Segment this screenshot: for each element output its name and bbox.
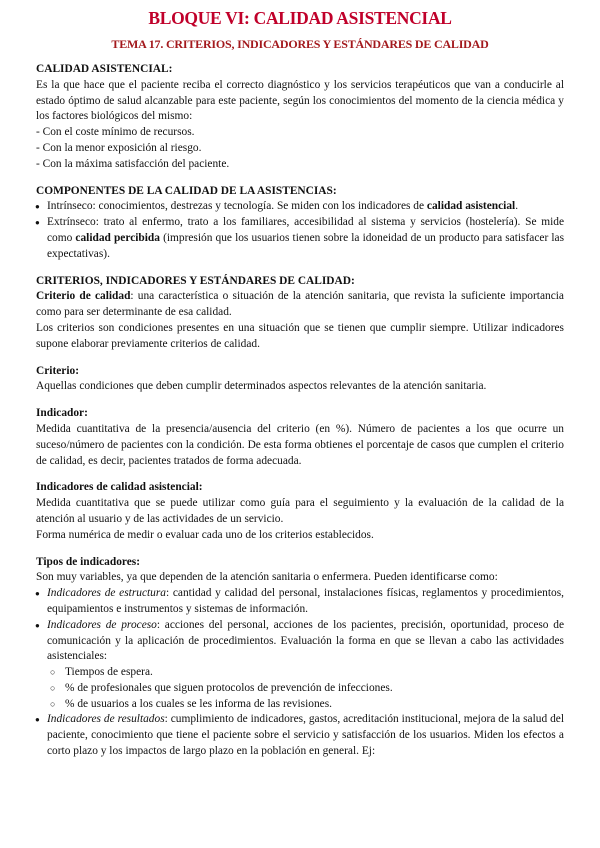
bullet-text: : cantidad y calidad del personal, instalaciones físicas, reglamentos y procedimientos, equipamientos e instrumentos y sistemas de información. (47, 587, 565, 615)
paragraph (36, 289, 564, 321)
bullet-list (36, 586, 564, 665)
topic-subtitle: TEMA 17. CRITERIOS, INDICADORES Y ESTÁNDARES DE CALIDAD (111, 37, 489, 51)
bullet-item-proceso (36, 618, 564, 665)
paragraph: Forma numérica de medir o evaluar cada uno de los criterios establecidos. (36, 528, 374, 541)
bold-term: Criterio de calidad (36, 290, 131, 303)
section-indicador (36, 406, 564, 469)
bullet-text: . (515, 200, 519, 213)
sub-bullet-item: ○ % de usuarios a los cuales se les informa de las revisiones. (36, 697, 564, 713)
italic-term: Indicadores de estructura (47, 587, 166, 600)
bullet-text: Extrínseco: trato al enfermo, trato a los familiares, accesibilidad al sistema y servicios (hostelería). Se mide como (47, 216, 564, 244)
paragraph: Son muy variables, ya que dependen de la atención sanitaria o enfermera. Pueden identificarse como: (36, 571, 498, 584)
page-title: BLOQUE VI: CALIDAD ASISTENCIAL (148, 8, 452, 28)
bullet-text: : cumplimiento de indicadores, gastos, acreditación institucional, mejora de la salud del paciente, conocimiento que tiene el paciente sobre el servicio y satisfacción de los usuarios. Miden los efectos a corto plazo y los impactos de largo plazo en la población en general. Ej: (47, 713, 564, 758)
section-heading: Indicadores de calidad asistencial: (36, 481, 203, 494)
bullet-item-estructura (36, 586, 564, 618)
section-heading: CRITERIOS, INDICADORES Y ESTÁNDARES DE CALIDAD: (36, 274, 355, 287)
bullet-item-resultados (36, 712, 564, 759)
bullet-item-intrinseco (36, 199, 564, 215)
sub-bullet-item: ○ Tiempos de espera. (36, 665, 564, 681)
dash-item: - Con la máxima satisfacción del paciente. (36, 157, 230, 170)
bullet-text: : acciones del personal, acciones de los pacientes, precisión, oportunidad, proceso de comunicación y la aplicación de procedimientos. Evaluación la forma en que se llevan a cabo las actividades asistenciales: (47, 618, 565, 663)
bullet-text: Intrínseco: conocimientos, destrezas y tecnología. Se miden con los indicadores de (47, 200, 427, 213)
section-heading: Tipos de indicadores: (36, 555, 141, 568)
section-criterios-indicadores (36, 274, 564, 353)
section-heading: CALIDAD ASISTENCIAL: (36, 63, 173, 75)
sub-bullet-list (36, 665, 564, 712)
bullet-text: (impresión que los usuarios tienen sobre la idoneidad de un producto para satisfacer las expectativas). (47, 231, 565, 260)
bold-term: calidad percibida (75, 231, 160, 244)
dash-item: - Con el coste mínimo de recursos. (36, 126, 195, 139)
bold-term: calidad asistencial (426, 200, 516, 213)
paragraph: Medida cuantitativa que se puede utilizar como guía para el seguimiento y la evaluación de la calidad de la atención al usuario y de las actividades de un servicio. (36, 497, 564, 525)
bullet-list (36, 199, 564, 262)
italic-term: Indicadores de proceso (47, 618, 157, 631)
section-criterio (36, 364, 564, 396)
section-heading: COMPONENTES DE LA CALIDAD DE LA ASISTENCIAS: (36, 184, 337, 197)
bullet-item-extrinseco (36, 215, 564, 262)
bullet-list (36, 712, 564, 759)
paragraph: Medida cuantitativa de la presencia/ausencia del criterio (en %). Número de pacientes a los que ocurre un suceso/número de pacientes con la condición. De esta forma obtienes el porcentaje de casos que cumplen el criterio de calidad, es decir, pacientes tratados de forma adecuada. (36, 422, 564, 467)
section-heading: Indicador: (36, 407, 88, 420)
section-calidad-asistencial (36, 62, 564, 173)
section-componentes (36, 184, 564, 263)
paragraph: Es la que hace que el paciente reciba el correcto diagnóstico y los servicios terapéuticos que van a conducirle al estado óptimo de salud alcanzable para este paciente, según los conocimientos del momento de la ciencia médica y los factores biológicos del mismo: (36, 78, 564, 123)
paragraph-text: : una característica o situación de la atención sanitaria, que revista la suficiente importancia como para ser determinante de esa calidad. (36, 290, 564, 319)
section-heading: Criterio: (36, 364, 80, 377)
section-indicadores-calidad (36, 480, 564, 543)
sub-bullet-item: ○ % de profesionales que siguen protocolos de prevención de infecciones. (36, 681, 564, 697)
paragraph: Aquellas condiciones que deben cumplir determinados aspectos relevantes de la atención sanitaria. (36, 380, 487, 393)
paragraph: Los criterios son condiciones presentes en una situación que se tienen que cumplir siempre. Utilizar indicadores supone elaborar previamente criterios de calidad. (36, 321, 564, 350)
dash-item: - Con la menor exposición al riesgo. (36, 141, 202, 154)
section-tipos-indicadores (36, 555, 564, 760)
italic-term: Indicadores de resultados (47, 713, 165, 726)
